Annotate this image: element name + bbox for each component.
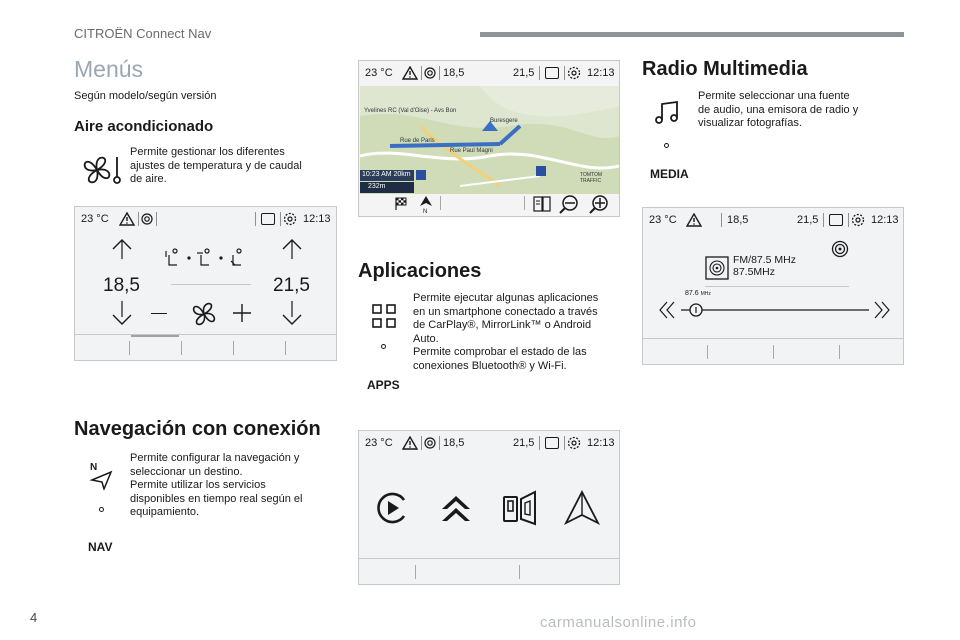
- nav-dot: [99, 507, 104, 512]
- left-temp-value: 18,5: [103, 275, 140, 296]
- status-left-temp: 18,5: [443, 67, 465, 79]
- frequency-marker-label: 87.6 MHz: [685, 290, 711, 297]
- nav-description: Permite configurar la navegación y seleccionar un destino. Permite utilizar los servicios disponibles en tiempo real según el equipamiento.: [130, 452, 303, 518]
- map-options-icon[interactable]: [532, 195, 552, 213]
- apps-label: APPS: [367, 378, 400, 392]
- apps-dot: [381, 344, 386, 349]
- fan-increase-button[interactable]: [233, 304, 251, 322]
- zoom-out-icon[interactable]: [558, 194, 580, 214]
- page-title: Menús: [74, 56, 144, 82]
- status-time: 12:13: [587, 67, 615, 79]
- airflow-mode-icons[interactable]: [163, 247, 257, 269]
- status-bar: [359, 431, 619, 455]
- right-temp-up-button[interactable]: [281, 237, 303, 261]
- frequency-slider[interactable]: [657, 298, 893, 322]
- radio-screen: [642, 207, 904, 365]
- radio-bottom-bar: [643, 338, 903, 364]
- fan-icon: [189, 299, 219, 329]
- settings-icon: [851, 213, 865, 227]
- svg-text:N: N: [90, 462, 98, 473]
- apps-bottom-bar: [359, 558, 619, 584]
- zoom-in-icon[interactable]: [588, 194, 610, 214]
- settings-icon: [567, 436, 581, 450]
- warning-icon: [402, 66, 418, 80]
- map-eta: 10:23 AM 20km: [360, 170, 414, 181]
- station-info: FM/87.5 MHz 87.5MHz: [733, 254, 797, 278]
- map-view[interactable]: [360, 86, 619, 194]
- map-street: Buresgere: [490, 118, 518, 124]
- page-number: 4: [30, 610, 38, 625]
- phone-status-icon: [545, 437, 559, 449]
- nav-label: NAV: [88, 540, 113, 554]
- mirrorlink-icon[interactable]: [501, 489, 539, 527]
- media-dot: [664, 143, 669, 148]
- status-right-temp: 21,5: [513, 437, 535, 449]
- status-right-temp: 21,5: [797, 214, 819, 226]
- fan-decrease-button[interactable]: [151, 313, 167, 314]
- aire-description: Permite gestionar los diferentes ajustes de temperatura y de caudal de aire.: [130, 146, 302, 185]
- climate-screen: [74, 206, 337, 361]
- map-street: Rue Paul Magni: [450, 148, 493, 154]
- phone-status-icon: [545, 67, 559, 79]
- page-subtitle: Según modelo/según versión: [74, 90, 217, 102]
- media-label: MEDIA: [650, 167, 689, 181]
- station-icon: [705, 256, 729, 280]
- apps-grid-icon: [372, 304, 396, 328]
- connected-icon: [141, 213, 153, 225]
- map-distance: 232m: [360, 182, 414, 193]
- destination-flag-icon[interactable]: [394, 197, 408, 211]
- compass-north-icon[interactable]: [418, 195, 434, 213]
- nav-toolbar: [360, 191, 619, 216]
- apps-screen: [358, 430, 620, 585]
- status-left-temp: 18,5: [443, 437, 465, 449]
- left-temp-down-button[interactable]: [111, 301, 133, 327]
- fan-temperature-icon: [80, 153, 124, 187]
- status-temp: 23 °C: [365, 67, 393, 79]
- music-note-icon: [654, 100, 680, 126]
- map-street: Rue de Paris: [400, 138, 435, 144]
- apps-description: Permite ejecutar algunas aplicaciones en un smartphone conectado a través de CarPlay®, MirrorLink™ o Android Auto. Permite comprobar el estado de las conexiones Bluetooth® y Wi-Fi.: [413, 292, 599, 372]
- settings-icon: [283, 212, 297, 226]
- status-time: 12:13: [303, 213, 331, 225]
- warning-icon: [402, 436, 418, 450]
- header-bar: [480, 32, 904, 37]
- connectivity-icon[interactable]: [563, 489, 601, 527]
- carplay-icon[interactable]: [375, 491, 409, 525]
- phone-status-icon: [829, 214, 843, 226]
- tomtom-traffic-logo: TOMTOM TRAFFIC: [580, 172, 603, 184]
- status-left-temp: 18,5: [727, 214, 749, 226]
- watermark: carmanualsonline.info: [540, 614, 697, 631]
- status-bar: [75, 207, 336, 231]
- section-title-aire: Aire acondicionado: [74, 118, 214, 135]
- left-temp-up-button[interactable]: [111, 237, 133, 261]
- section-title-radio: Radio Multimedia: [642, 58, 808, 80]
- climate-bottom-bar: [75, 334, 336, 360]
- phone-status-icon: [261, 213, 275, 225]
- status-bar: [359, 61, 619, 85]
- status-temp: 23 °C: [365, 437, 393, 449]
- header-brand: CITROËN Connect Nav: [74, 26, 212, 41]
- status-time: 12:13: [871, 214, 899, 226]
- svg-text:N: N: [423, 209, 428, 213]
- nav-icon: [88, 460, 114, 490]
- section-title-apps: Aplicaciones: [358, 260, 482, 282]
- android-auto-icon[interactable]: [439, 493, 473, 523]
- status-temp: 23 °C: [81, 213, 109, 225]
- nav-screen: [358, 60, 620, 217]
- warning-icon: [686, 213, 702, 227]
- section-title-nav: Navegación con conexión: [74, 418, 321, 440]
- broadcast-icon[interactable]: [831, 240, 849, 258]
- status-bar: [643, 208, 903, 232]
- connected-icon: [424, 437, 436, 449]
- status-right-temp: 21,5: [513, 67, 535, 79]
- settings-icon: [567, 66, 581, 80]
- status-temp: 23 °C: [649, 214, 677, 226]
- status-time: 12:13: [587, 437, 615, 449]
- map-street: Yvelines RC (Val d'Oise) - Avs Bon: [364, 108, 457, 114]
- connected-icon: [424, 67, 436, 79]
- right-temp-value: 21,5: [273, 275, 310, 296]
- radio-description: Permite seleccionar una fuente de audio, una emisora de radio y visualizar fotografías.: [698, 90, 859, 129]
- warning-icon: [119, 212, 135, 226]
- right-temp-down-button[interactable]: [281, 301, 303, 327]
